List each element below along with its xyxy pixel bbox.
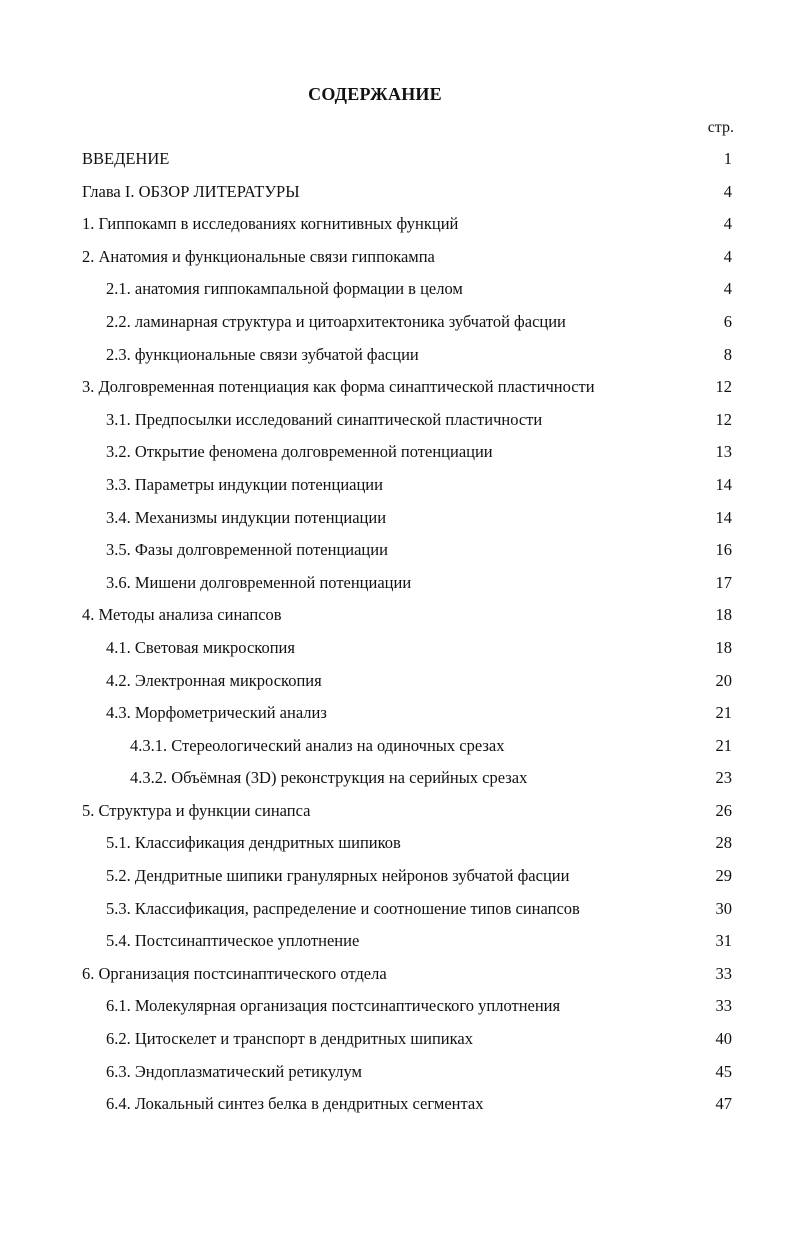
toc-entry-title: 4.2. Электронная микроскопия [106, 670, 322, 690]
toc-entry [0, 537, 796, 570]
toc-entry [0, 635, 796, 668]
toc-entry-page-number: 4 [723, 214, 732, 234]
toc-entry-page-number: 4 [723, 181, 732, 201]
toc-entry [0, 765, 796, 798]
toc-entry-title: 3.4. Механизмы индукции потенциации [106, 507, 387, 527]
toc-entry-page-number: 33 [715, 963, 732, 983]
toc-entry-page-number: 33 [715, 996, 732, 1016]
toc-entry [0, 211, 796, 244]
toc-entry-page-number: 18 [715, 605, 732, 625]
toc-entry [0, 1091, 796, 1124]
toc-entry-page-number: 12 [715, 409, 732, 429]
toc-entry-page-number: 17 [715, 572, 732, 592]
toc-entry-title: 4. Методы анализа синапсов [82, 605, 282, 625]
toc-entry-title: 5.1. Классификация дендритных шипиков [106, 833, 401, 853]
toc-entry-page-number: 23 [715, 768, 732, 788]
toc-entry-title: ВВЕДЕНИЕ [82, 149, 170, 168]
toc-entry-title: 5. Структура и функции синапса [82, 800, 311, 820]
toc-entry-title: 2.1. анатомия гиппокампальной формации в целом [106, 279, 463, 299]
toc-entry-title: 3.3. Параметры индукции потенциации [106, 474, 383, 494]
toc-entry [0, 309, 796, 342]
toc-entry [0, 993, 796, 1026]
toc-entry-page-number: 12 [715, 377, 732, 397]
toc-entry-title: 5.3. Классификация, распределение и соотношение типов синапсов [106, 898, 580, 918]
toc-entry-title: 4.3.2. Объёмная (3D) реконструкция на серийных срезах [130, 768, 528, 788]
toc-entry-title: 4.3.1. Стереологический анализ на одиночных срезах [130, 735, 505, 755]
toc-entry [0, 668, 796, 701]
toc-entry-page-number: 28 [715, 833, 732, 853]
toc-entry-title: 4.3. Морфометрический анализ [106, 703, 327, 723]
toc-entry-page-number: 47 [715, 1094, 732, 1114]
toc-entry [0, 961, 796, 994]
toc-entry-page-number: 45 [715, 1061, 732, 1081]
toc-entry-title: 6.4. Локальный синтез белка в дендритных сегментах [106, 1094, 484, 1114]
toc-entry-title: 3.1. Предпосылки исследований синаптической пластичности [106, 409, 543, 429]
toc-entry-page-number: 21 [715, 703, 732, 723]
toc-entry-page-number: 8 [723, 344, 732, 364]
toc-entry-page-number: 21 [715, 735, 732, 755]
toc-entry [0, 342, 796, 375]
toc-entry [0, 798, 796, 831]
toc-entry-title: 3.2. Открытие феномена долговременной потенциации [106, 442, 493, 462]
toc-entry-title: 3.5. Фазы долговременной потенциации [106, 540, 388, 560]
toc-entry [0, 733, 796, 766]
toc-entry-page-number: 6 [723, 311, 732, 331]
toc-entry-title: 4.1. Световая микроскопия [106, 637, 295, 657]
toc-entry-page-number: 14 [715, 474, 732, 494]
toc-entry [0, 374, 796, 407]
toc-entry-page-number: 29 [715, 866, 732, 886]
toc-entry-title: 6.2. Цитоскелет и транспорт в дендритных шипиках [106, 1029, 473, 1049]
toc-entry [0, 244, 796, 277]
toc-entry [0, 1059, 796, 1092]
toc-entry [0, 505, 796, 538]
toc-entry [0, 928, 796, 961]
toc-entry [0, 179, 796, 212]
toc-entry-page-number: 13 [715, 442, 732, 462]
toc-entry [0, 570, 796, 603]
toc-entry [0, 439, 796, 472]
toc-entry [0, 276, 796, 309]
toc-entry-title: 2.3. функциональные связи зубчатой фасции [106, 344, 419, 364]
toc-entry [0, 472, 796, 505]
toc-entry-page-number: 20 [715, 670, 732, 690]
toc-entry-page-number: 31 [715, 931, 732, 951]
toc-entry-title: 1. Гиппокамп в исследованиях когнитивных функций [82, 214, 459, 234]
toc-entry-page-number: 14 [715, 507, 732, 527]
toc-entry [0, 830, 796, 863]
toc-entry-title: 3. Долговременная потенциация как форма синаптической пластичности [82, 377, 595, 397]
toc-entry-page-number: 4 [723, 279, 732, 299]
toc-entry [0, 146, 796, 179]
toc-entry-title: 2.2. ламинарная структура и цитоархитектоника зубчатой фасции [106, 311, 566, 331]
toc-entry-page-number: 26 [715, 800, 732, 820]
toc-entry-title: 6. Организация постсинаптического отдела [82, 963, 387, 983]
toc-entry-title: 2. Анатомия и функциональные связи гиппокампа [82, 246, 435, 266]
toc-entry-page-number: 18 [715, 637, 732, 657]
toc-entry-title: 3.6. Мишени долговременной потенциации [106, 572, 412, 592]
toc-entry [0, 407, 796, 440]
toc-entry-page-number: 1 [723, 149, 732, 168]
toc-entry-page-number: 30 [715, 898, 732, 918]
table-of-contents [0, 146, 796, 1124]
toc-entry-title: Глава I. ОБЗОР ЛИТЕРАТУРЫ [82, 181, 300, 201]
page-column-header: стр. [707, 119, 734, 136]
toc-entry-page-number: 40 [715, 1029, 732, 1049]
toc-entry [0, 700, 796, 733]
toc-entry [0, 1026, 796, 1059]
toc-entry [0, 602, 796, 635]
page-title: СОДЕРЖАНИЕ [308, 84, 442, 104]
toc-entry [0, 863, 796, 896]
toc-entry [0, 896, 796, 929]
toc-entry-page-number: 16 [715, 540, 732, 560]
toc-entry-title: 5.4. Постсинаптическое уплотнение [106, 931, 360, 951]
toc-entry-title: 6.1. Молекулярная организация постсинаптического уплотнения [106, 996, 561, 1016]
toc-entry-title: 5.2. Дендритные шипики гранулярных нейронов зубчатой фасции [106, 866, 570, 886]
toc-entry-page-number: 4 [723, 246, 732, 266]
toc-entry-title: 6.3. Эндоплазматический ретикулум [106, 1061, 362, 1081]
